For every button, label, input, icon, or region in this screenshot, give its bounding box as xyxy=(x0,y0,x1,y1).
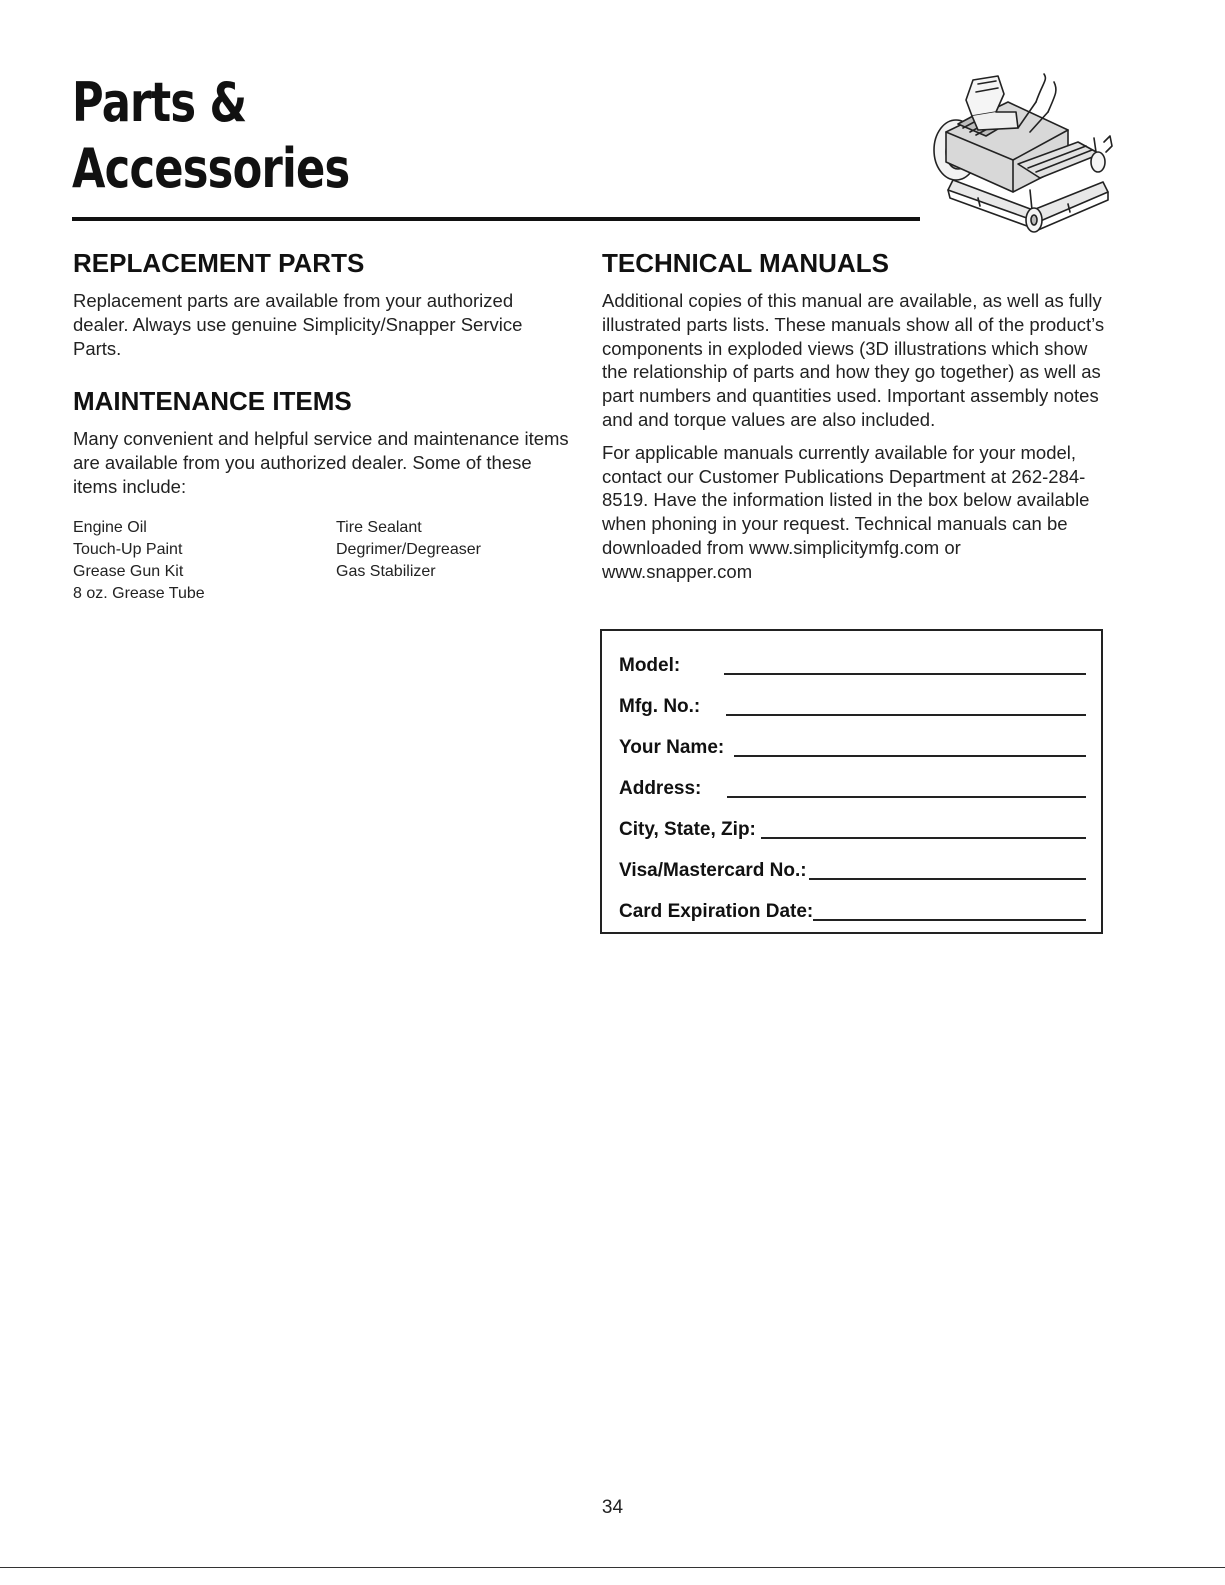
form-label: Card Expiration Date: xyxy=(619,901,814,922)
list-item: Gas Stabilizer xyxy=(336,562,436,580)
list-item: Grease Gun Kit xyxy=(73,562,184,580)
replacement-parts-heading: REPLACEMENT PARTS xyxy=(73,248,365,278)
list-item: Engine Oil xyxy=(73,518,147,536)
title-divider xyxy=(72,217,920,221)
maintenance-items-list xyxy=(73,517,573,605)
form-label: Visa/Mastercard No.: xyxy=(619,860,807,881)
title-line-2: Accessories xyxy=(72,137,350,200)
form-label: City, State, Zip: xyxy=(619,819,756,840)
form-label: Address: xyxy=(619,778,702,799)
form-row-card-expiration xyxy=(619,892,1086,924)
list-item: Degrimer/Degreaser xyxy=(336,540,481,558)
city-state-zip-field[interactable] xyxy=(761,837,1086,839)
form-label: Your Name: xyxy=(619,737,725,758)
technical-manuals-body-1: Additional copies of this manual are available, as well as fully illustrated parts lists. These manuals show all of the product’s components in exploded views (3D illustrations which show the relationship of parts and how they go together) as well as part numbers and quantities used. Important assembly notes and and torque values are also included. xyxy=(602,290,1105,430)
list-item: Touch-Up Paint xyxy=(73,540,183,558)
mfg-no-field[interactable] xyxy=(726,714,1086,716)
zero-turn-mower-illustration xyxy=(918,72,1118,242)
replacement-parts-body: Replacement parts are available from your authorized dealer. Always use genuine Simplicity/Snapper Service Parts. xyxy=(73,290,523,359)
model-field[interactable] xyxy=(724,673,1086,675)
list-item: Tire Sealant xyxy=(336,518,422,536)
form-row-card-number xyxy=(619,851,1086,883)
address-field[interactable] xyxy=(727,796,1086,798)
page-number: 34 xyxy=(601,1497,624,1518)
form-row-mfg-no xyxy=(619,687,1086,719)
maintenance-items-body: Many convenient and helpful service and maintenance items are available from you authorized dealer. Some of these items include: xyxy=(73,428,569,497)
bottom-divider xyxy=(0,1567,1225,1568)
your-name-field[interactable] xyxy=(734,755,1086,757)
page-title xyxy=(72,70,349,202)
form-row-your-name xyxy=(619,728,1086,760)
maintenance-items-column-2 xyxy=(336,517,481,605)
title-line-1: Parts & xyxy=(72,71,247,134)
list-item: 8 oz. Grease Tube xyxy=(73,584,205,602)
order-info-form xyxy=(600,629,1103,934)
right-column xyxy=(602,246,1107,584)
card-number-field[interactable] xyxy=(809,878,1086,880)
form-row-address xyxy=(619,769,1086,801)
form-label: Model: xyxy=(619,655,681,676)
maintenance-items-column-1 xyxy=(73,517,336,605)
form-label: Mfg. No.: xyxy=(619,696,701,717)
left-column xyxy=(73,246,573,605)
technical-manuals-body-2: For applicable manuals currently available for your model, contact our Customer Publications Department at 262-284-8519. Have the information listed in the box below available when phoning in your request. Technical manuals can be downloaded from www.simplicitymfg.com or www.snapper.com xyxy=(602,441,1090,582)
form-row-model xyxy=(619,646,1086,678)
card-expiration-field[interactable] xyxy=(813,919,1086,921)
maintenance-items-heading: MAINTENANCE ITEMS xyxy=(73,386,352,417)
technical-manuals-heading: TECHNICAL MANUALS xyxy=(602,248,889,278)
form-row-city-state-zip xyxy=(619,810,1086,842)
